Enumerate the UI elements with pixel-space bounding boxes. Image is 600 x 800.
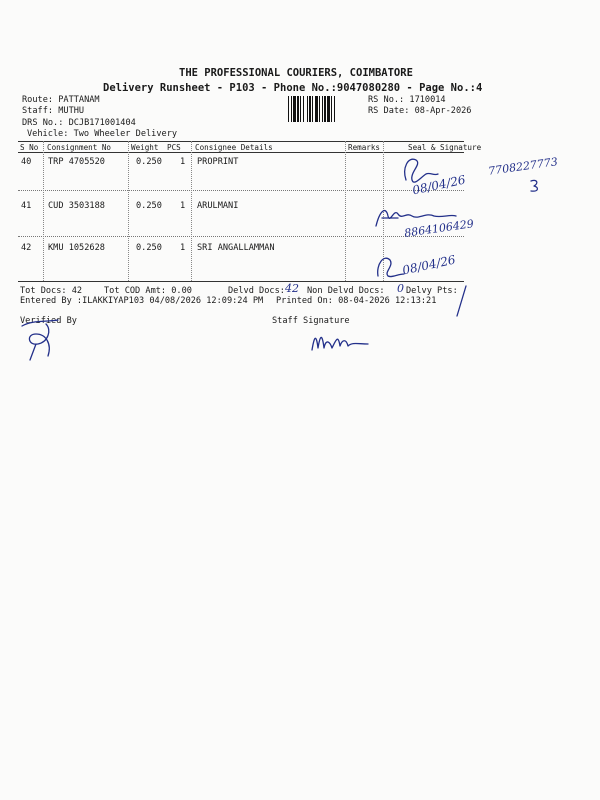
row-consignee: SRI ANGALLAMMAN: [197, 243, 275, 253]
handwritten-phone-row-40: 7708227773: [487, 155, 559, 178]
col-divider: [43, 141, 44, 281]
row-weight: 0.250: [136, 243, 162, 253]
drs-number: DRS No.: DCJB171001404: [22, 118, 136, 128]
total-cod-amount: Tot COD Amt: 0.00: [104, 286, 192, 296]
row-consignment: CUD 3503188: [48, 201, 105, 211]
runsheet-title: Delivery Runsheet - P103 - Phone No.:9047080280 - Page No.:4: [103, 82, 483, 94]
col-header-seal-signature: Seal & Signature: [408, 143, 482, 152]
handwritten-phone-row-41: 8864106429: [403, 217, 475, 240]
row-divider: [18, 236, 464, 237]
entered-by: Entered By :ILAKKIYAP103 04/08/2026 12:09:24 PM: [20, 296, 264, 306]
rs-date: RS Date: 08-Apr-2026: [368, 106, 472, 116]
barcode-bar: [335, 96, 336, 122]
route-label: Route: PATTANAM: [22, 95, 100, 105]
verified-by-label: Verified By: [20, 316, 77, 326]
handwritten-date-row-40: 08/04/26: [411, 172, 467, 198]
staff-label: Staff: MUTHU: [22, 106, 85, 116]
barcode: [288, 96, 364, 122]
row-consignee: PROPRINT: [197, 157, 239, 167]
delivered-docs-label: Delvd Docs:: [228, 286, 285, 296]
col-header-remarks: Remarks: [348, 143, 381, 152]
non-delivered-docs-label: Non Delvd Docs:: [307, 286, 385, 296]
row-pcs: 1: [180, 201, 186, 211]
row-pcs: 1: [180, 243, 186, 253]
row-divider: [18, 190, 464, 191]
col-divider: [191, 141, 192, 281]
col-header-sno: S No: [20, 143, 39, 152]
handwritten-delivered-count: 42: [285, 282, 299, 295]
handwritten-non-delivered-count: 0: [397, 282, 404, 295]
row-weight: 0.250: [136, 201, 162, 211]
row-sno: 42: [21, 243, 32, 253]
handwritten-date-row-42: 08/04/26: [401, 252, 457, 278]
row-weight: 0.250: [136, 157, 162, 167]
company-title: THE PROFESSIONAL COURIERS, COIMBATORE: [179, 67, 413, 79]
delivery-points-label: Delvy Pts:: [406, 286, 458, 296]
verified-by-signature: [18, 316, 68, 366]
handwritten-mark-row-40: [528, 178, 542, 194]
total-docs: Tot Docs: 42: [20, 286, 83, 296]
col-header-consignment: Consignment No: [47, 143, 112, 152]
col-header-weight: Weight: [131, 143, 159, 152]
row-consignee: ARULMANI: [197, 201, 239, 211]
staff-signature-label: Staff Signature: [272, 316, 350, 326]
vehicle-label: Vehicle: Two Wheeler Delivery: [27, 129, 178, 139]
table-top-rule: [18, 141, 464, 142]
printed-on: Printed On: 08-04-2026 12:13:21: [276, 296, 437, 306]
row-consignment: KMU 1052628: [48, 243, 105, 253]
row-consignment: TRP 4705520: [48, 157, 105, 167]
row-sno: 40: [21, 157, 32, 167]
col-header-pcs: PCS: [167, 143, 181, 152]
col-divider: [128, 141, 129, 281]
row-pcs: 1: [180, 157, 186, 167]
col-divider: [345, 141, 346, 281]
staff-signature: [308, 328, 378, 358]
row-sno: 41: [21, 201, 32, 211]
col-header-consignee: Consignee Details: [195, 143, 273, 152]
handwritten-slash-mark: [452, 282, 472, 322]
rs-number: RS No.: 1710014: [368, 95, 446, 105]
